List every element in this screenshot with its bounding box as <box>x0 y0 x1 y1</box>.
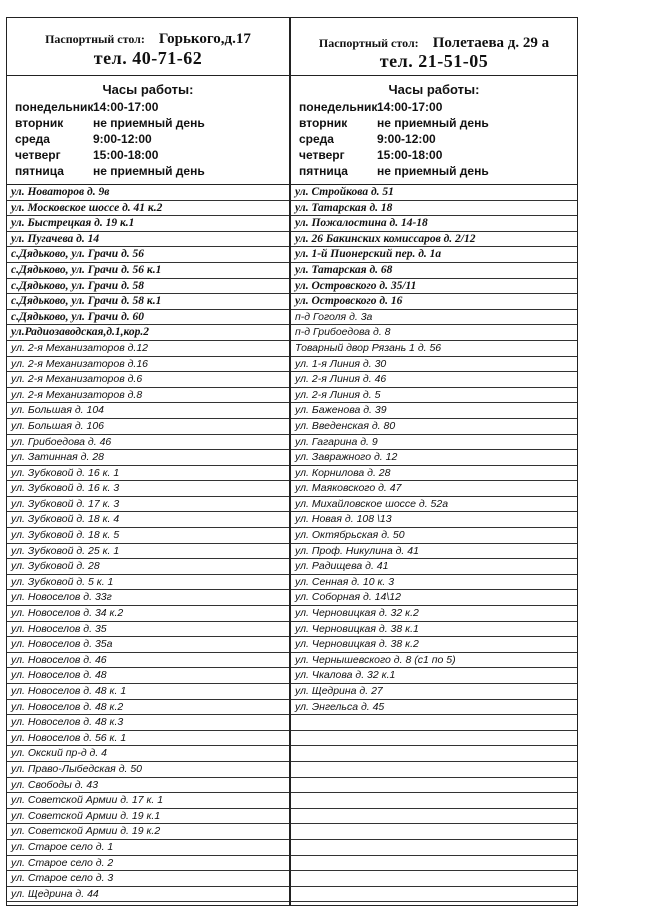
address-row: ул. Новая д. 108 \13 <box>291 512 577 528</box>
address-row: ул. Маяковского д. 47 <box>291 481 577 497</box>
day-time: не приемный день <box>377 116 489 130</box>
address-row: ул. Чернышевского д. 8 (с1 по 5) <box>291 653 577 669</box>
address-row: ул. 1-я Линия д. 30 <box>291 357 577 373</box>
left-hours-row <box>15 100 289 116</box>
address-row: ул. 2-я Механизаторов д.16 <box>7 357 289 373</box>
address-row: ул. 2-я Механизаторов д.8 <box>7 388 289 404</box>
address-row: ул. Зубковой д. 16 к. 1 <box>7 466 289 482</box>
address-row: с.Дядьково, ул. Грачи д. 60 <box>7 310 289 326</box>
address-row: ул. Зубковой д. 5 к. 1 <box>7 575 289 591</box>
day-name: пятница <box>15 164 64 178</box>
left-hours-row <box>15 116 289 132</box>
address-row: ул. Новоселов д. 46 <box>7 653 289 669</box>
address-row: ул. Зубковой д. 17 к. 3 <box>7 497 289 513</box>
address-row: п-д Грибоедова д. 8 <box>291 325 577 341</box>
address-row: ул. Чкалова д. 32 к.1 <box>291 668 577 684</box>
address-row: ул. Грибоедова д. 46 <box>7 435 289 451</box>
address-row: ул. Новоселов д. 33г <box>7 590 289 606</box>
right-hours-row <box>299 164 577 180</box>
address-row: с.Дядьково, ул. Грачи д. 58 <box>7 279 289 295</box>
address-row: ул. Энгельса д. 45 <box>291 700 577 716</box>
day-name: пятница <box>299 164 348 178</box>
address-row: ул. Новоселов д. 48 к.2 <box>7 700 289 716</box>
address-row <box>291 778 577 794</box>
left-office-panel <box>6 17 290 906</box>
address-row: ул. Зубковой д. 18 к. 5 <box>7 528 289 544</box>
day-name: среда <box>299 132 334 146</box>
address-row: ул. Зубковой д. 18 к. 4 <box>7 512 289 528</box>
day-time: не приемный день <box>377 164 489 178</box>
address-row: ул. 1-й Пионерский пер. д. 1а <box>291 247 577 263</box>
right-hours-row <box>299 100 577 116</box>
address-row: ул. Свободы д. 43 <box>7 778 289 794</box>
day-name: четверг <box>15 148 61 162</box>
address-row: ул. Проф. Никулина д. 41 <box>291 544 577 560</box>
right-header <box>291 18 577 76</box>
address-row: ул. Советской Армии д. 17 к. 1 <box>7 793 289 809</box>
address-row <box>291 715 577 731</box>
address-row <box>291 871 577 887</box>
address-row: ул. Пугачева д. 14 <box>7 232 289 248</box>
address-row <box>291 856 577 872</box>
address-row: ул. Старое село д. 2 <box>7 856 289 872</box>
right-hours-row <box>299 132 577 148</box>
day-name: вторник <box>299 116 348 130</box>
address-row: ул. Новоселов д. 48 к. 1 <box>7 684 289 700</box>
address-row <box>291 793 577 809</box>
address-row: ул. Октябрьская д. 50 <box>291 528 577 544</box>
address-row: ул. 2-я Механизаторов д.12 <box>7 341 289 357</box>
address-row: ул. 2-я Линия д. 5 <box>291 388 577 404</box>
address-row <box>291 746 577 762</box>
day-time: не приемный день <box>93 116 205 130</box>
address-row: ул. Новоселов д. 48 к.3 <box>7 715 289 731</box>
left-office-address: Горького,д.17 <box>158 31 251 47</box>
address-row: ул. 26 Бакинских комиссаров д. 2/12 <box>291 232 577 248</box>
address-row: ул. Зубковой д. 28 <box>7 559 289 575</box>
day-name: понедельник <box>15 100 94 114</box>
address-row: ул. Затинная д. 28 <box>7 450 289 466</box>
address-row: ул. Зубковой д. 25 к. 1 <box>7 544 289 560</box>
address-row: ул. Гагарина д. 9 <box>291 435 577 451</box>
left-office-phone: тел. 40-71-62 <box>93 48 203 68</box>
address-row: ул. Черновицкая д. 38 к.1 <box>291 622 577 638</box>
address-row: ул. Татарская д. 18 <box>291 201 577 217</box>
left-hours-title: Часы работы: <box>102 82 194 97</box>
address-row: ул. Введенская д. 80 <box>291 419 577 435</box>
address-row: ул.Радиозаводская,д.1,кор.2 <box>7 325 289 341</box>
address-row <box>291 840 577 856</box>
address-row: ул. Быстрецкая д. 19 к.1 <box>7 216 289 232</box>
address-row: ул. Новоселов д. 56 к. 1 <box>7 731 289 747</box>
address-row: ул. Окский пр-д д. 4 <box>7 746 289 762</box>
address-row: ул. Михайловское шоссе д. 52а <box>291 497 577 513</box>
day-name: понедельник <box>299 100 378 114</box>
day-name: четверг <box>299 148 345 162</box>
day-time: 15:00-18:00 <box>377 148 443 162</box>
right-address-list <box>291 185 577 902</box>
address-row: ул. Старое село д. 1 <box>7 840 289 856</box>
address-row <box>291 824 577 840</box>
address-row: ул. Черновицкая д. 32 к.2 <box>291 606 577 622</box>
address-row: ул. Право-Лыбедская д. 50 <box>7 762 289 778</box>
address-row: ул. Щедрина д. 44 <box>7 887 289 903</box>
left-hours-row <box>15 148 289 164</box>
address-row: с.Дядьково, ул. Грачи д. 58 к.1 <box>7 294 289 310</box>
day-time: 9:00-12:00 <box>93 132 152 146</box>
address-row: Товарный двор Рязань 1 д. 56 <box>291 341 577 357</box>
address-row: ул. Новоселов д. 35 <box>7 622 289 638</box>
address-row: ул. Старое село д. 3 <box>7 871 289 887</box>
left-address-list <box>7 185 289 902</box>
address-row: с.Дядьково, ул. Грачи д. 56 к.1 <box>7 263 289 279</box>
day-name: вторник <box>15 116 64 130</box>
address-row: ул. Большая д. 104 <box>7 403 289 419</box>
day-time: не приемный день <box>93 164 205 178</box>
address-row <box>291 731 577 747</box>
address-row: ул. Новаторов д. 9в <box>7 185 289 201</box>
right-office-panel <box>290 17 578 906</box>
address-row: ул. 2-я Механизаторов д.6 <box>7 372 289 388</box>
address-row: ул. Зубковой д. 16 к. 3 <box>7 481 289 497</box>
address-row: п-д Гоголя д. 3а <box>291 310 577 326</box>
address-row: ул. Стройкова д. 51 <box>291 185 577 201</box>
address-row: ул. Радищева д. 41 <box>291 559 577 575</box>
day-time: 9:00-12:00 <box>377 132 436 146</box>
day-name: среда <box>15 132 50 146</box>
left-hours-row <box>15 164 289 180</box>
address-row: ул. Корнилова д. 28 <box>291 466 577 482</box>
address-row: с.Дядьково, ул. Грачи д. 56 <box>7 247 289 263</box>
left-header <box>7 18 289 76</box>
address-row: ул. Островского д. 35/11 <box>291 279 577 295</box>
left-hours-row <box>15 132 289 148</box>
day-time: 14:00-17:00 <box>93 100 159 114</box>
address-row: ул. Островского д. 16 <box>291 294 577 310</box>
address-row: ул. Черновицкая д. 38 к.2 <box>291 637 577 653</box>
address-row: ул. Пожалостина д. 14-18 <box>291 216 577 232</box>
address-row: ул. Татарская д. 68 <box>291 263 577 279</box>
address-row: ул. Завражного д. 12 <box>291 450 577 466</box>
address-row: ул. Новоселов д. 34 к.2 <box>7 606 289 622</box>
day-time: 15:00-18:00 <box>93 148 159 162</box>
address-row: ул. Соборная д. 14\12 <box>291 590 577 606</box>
address-row: ул. Московское шоссе д. 41 к.2 <box>7 201 289 217</box>
address-row: ул. 2-я Линия д. 46 <box>291 372 577 388</box>
address-row: ул. Советской Армии д. 19 к.1 <box>7 809 289 825</box>
right-hours-title: Часы работы: <box>388 82 480 97</box>
address-row <box>291 762 577 778</box>
address-row: ул. Новоселов д. 48 <box>7 668 289 684</box>
right-hours-row <box>299 148 577 164</box>
left-header-line <box>7 30 289 48</box>
day-time: 14:00-17:00 <box>377 100 443 114</box>
address-row: ул. Советской Армии д. 19 к.2 <box>7 824 289 840</box>
address-row <box>291 887 577 903</box>
right-hours-row <box>299 116 577 132</box>
address-row: ул. Сенная д. 10 к. 3 <box>291 575 577 591</box>
address-row <box>291 809 577 825</box>
address-row: ул. Новоселов д. 35а <box>7 637 289 653</box>
address-row: ул. Баженова д. 39 <box>291 403 577 419</box>
right-hours <box>291 76 577 185</box>
right-header-line <box>291 34 577 52</box>
right-office-address: Полетаева д. 29 а <box>432 35 550 51</box>
address-row: ул. Щедрина д. 27 <box>291 684 577 700</box>
left-hours <box>7 76 289 185</box>
right-office-label: Паспортный стол: <box>318 36 419 50</box>
address-row: ул. Большая д. 106 <box>7 419 289 435</box>
right-office-phone: тел. 21-51-05 <box>379 51 489 71</box>
left-office-label: Паспортный стол: <box>45 32 145 46</box>
